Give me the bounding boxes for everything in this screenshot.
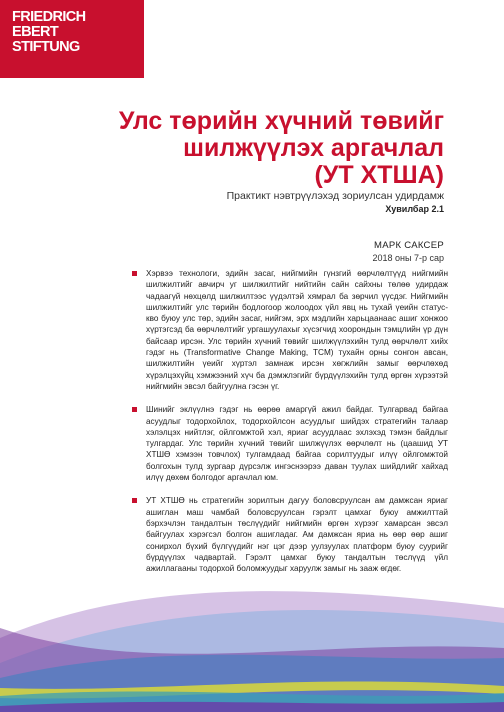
title-line-2: шилжүүлэх аргачлал (183, 134, 444, 162)
title-line-3: (УТ ХТША) (314, 161, 444, 189)
decorative-wave-graphic (0, 568, 504, 712)
publication-date: 2018 оны 7-р сар (372, 253, 444, 263)
author-name: МАРК САКСЕР (373, 240, 444, 251)
body-text (132, 268, 448, 574)
logo-wordmark (12, 10, 86, 55)
paragraph-2 (132, 404, 448, 483)
paragraph-1 (132, 268, 448, 392)
title-line-1: Улс төрийн хүчний төвийг (118, 107, 444, 135)
version-label: Хувилбар 2.1 (385, 204, 444, 214)
logo-line-1: FRIEDRICH (12, 9, 86, 25)
logo-line-2: EBERT (12, 24, 59, 40)
fes-logo (0, 0, 144, 78)
document-subtitle: Практикт нэвтрүүлэхэд зориулсан удирдамж (226, 190, 444, 202)
bullet-icon (132, 407, 137, 412)
bullet-icon (132, 271, 137, 276)
paragraph-2-text: Шинийг эклүүлнэ гэдэг нь өөрөө амаргүй ажил байдаг. Тулгарвад байгаа асуудлыг тодорхойлох, тодорхойлсон асуудлыг шийдэх стратегийн талаар хэлэлцэх нийтлэг, ойлгомжтой хэл, яриаг асуудлаас эхлэхэд тэмэн байдлыг тулгардаг. Улс төрийн хүчний төвийг шилжүүлэх өөрчлөлт нь (цаашид УТ ХТШӨ хэмээн товчлох) тулгамдаад байгаа сорилтуудыг илүү ойлгомжтой болгохын тулд зургаар дүрсэлж ингэснээрээ даван туулах шийдлийг хайхад илүү дөхөм болгодог аргачлал юм. (146, 405, 448, 483)
paragraph-3 (132, 495, 448, 574)
paragraph-1-text: Хэрвээ технологи, эдийн засаг, нийгмийн гүнзгий өөрчлөлтүүд нийгмийн шилжилтийг авчирч уг шилжилтийг нийтийн сайн сайхны төлөө удирдаж чадаагүй нөхцөлд шилжилтээс үүдэлтэй хямрал ба зөрчил үүсдэг. Нийгмийн шилжилтийг улс төрийн бодлогоор жолоодох үйл явц нь тухай үеийн статус-кво буюу улс төр, эдийн засаг, нийгэм, эрх мэдлийн харьцаанаас ашиг хонжоо хүртэгсэд ба өөрчлөлтийг ургашуулахыг хүсэгчид хоорондын тэмцлийн үр дүн байсаар ирсэн. Улс төрийн хүчний төвийг шилжүүлэхийн тулд өөрчлөлт хийх гэдэг нь (Transformative Change Making, TCM) тухайн орны сонгон авсан, шилжилтийн үеийг хүртэл замнаж ирсэн хөгжлийн замыг өөрчлөхөд хүрэлцэхүйц хэмжээний хүч ба дэмжлэгийг бүрдүүлэхийн тулд өргөн хүрээтэй нийгмийн эвсэл байгуулна гэсэн үг. (146, 269, 448, 391)
logo-line-3: STIFTUNG (12, 39, 80, 55)
bullet-icon (132, 498, 137, 503)
document-title (104, 108, 444, 189)
paragraph-3-text: УТ ХТШӨ нь стратегийн зорилтын дагуу боловсруулсан ам дамжсан яриаг ашиглан маш чамбай боловсруулсан гэрэлт цамхаг буюу амжилттай бэрхэчлэн тандалтын төслүүдийг нийгмийн өргөн хүрээг хамарсан эвсэл байгуулах хэрэгсэл болгон ашигладаг. Ам дамжсан яриа нь өөр өөр ашиг сонирхол бүхий бүлгүүдийг нэг цэг дээр уулзуулах платформ буюу суурийг бүрдүүлэх чадвартай. Гэрэлт цамхаг буюу тандалтын төслүүд үйл ажиллагааны тодорхой боломжуудыг харуулж замыг нь зааж өгдөг. (146, 496, 448, 574)
